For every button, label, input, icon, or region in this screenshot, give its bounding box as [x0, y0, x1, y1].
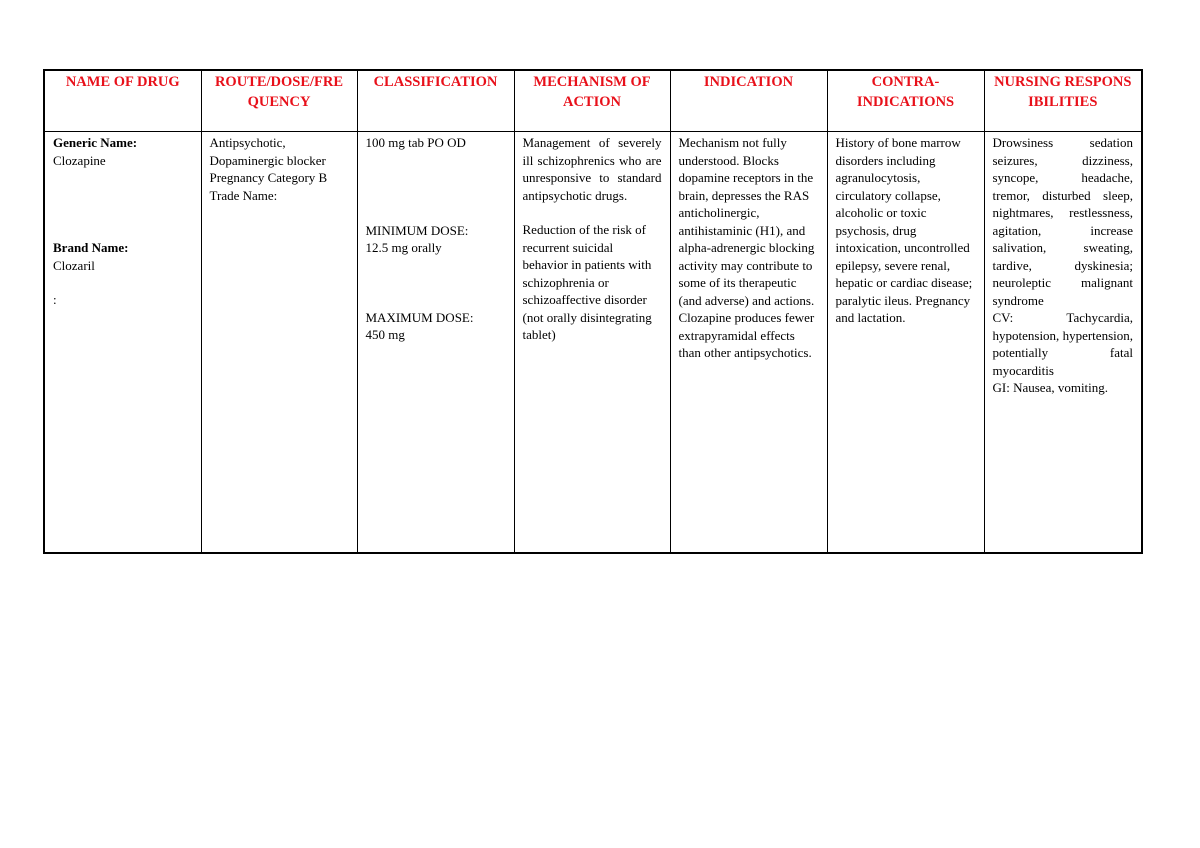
- header-classification: CLASSIFICATION: [357, 70, 514, 132]
- header-nursing-responsibilities: NURSING RESPONSIBILITIES: [984, 70, 1142, 132]
- minimum-dose-label: MINIMUM DOSE:: [365, 222, 469, 238]
- cell-classification: [357, 132, 514, 554]
- generic-name-value: Clozapine: [53, 152, 106, 168]
- cell-mechanism-of-action: [514, 132, 670, 554]
- nursing-gi-text: GI: Nausea, vomiting.: [992, 380, 1109, 395]
- nursing-effects-text: Drowsiness sedation seizures, dizziness, syncope, headache, tremor, disturbed sleep, nightmares, restlessness, agitation, increase salivation, sweating, tardive, dyskinesia; neuroleptic malignant syndrome: [992, 135, 1133, 308]
- brand-name-value: Clozaril: [53, 257, 95, 273]
- header-contraindications: CONTRA-INDICATIONS: [827, 70, 984, 132]
- maximum-dose-label: MAXIMUM DOSE:: [365, 309, 474, 325]
- header-route-dose-frequency: ROUTE/DOSE/FREQUENCY: [201, 70, 357, 132]
- route-line-1: Antipsychotic,: [209, 135, 286, 150]
- cell-nursing-responsibilities: [984, 132, 1142, 554]
- indication-text: Mechanism not fully understood. Blocks dopamine receptors in the brain, depresses the RAS anticholinergic, antihistaminic (H1), and alpha-adrenergic blocking activity may contribute to some of its therapeutic (and adverse) and actions. Clozapine produces fewer extrapyramidal effects than other antipsychotics.: [678, 135, 815, 360]
- generic-name-label: Generic Name:: [53, 135, 138, 150]
- header-name-of-drug: NAME OF DRUG: [44, 70, 201, 132]
- header-row: [44, 70, 1142, 132]
- cell-contraindications: [827, 132, 984, 554]
- cell-route-dose-frequency: [201, 132, 357, 554]
- route-line-2: Dopaminergic blocker: [209, 152, 326, 168]
- minimum-dose-value: 12.5 mg orally: [365, 240, 442, 255]
- header-indication: INDICATION: [670, 70, 827, 132]
- mechanism-paragraph-1: Management of severely ill schizophrenics who are unresponsive to standard antipsychotic drugs.: [522, 135, 662, 203]
- drug-study-table: [43, 69, 1143, 554]
- brand-name-label: Brand Name:: [53, 240, 129, 255]
- dose-text: 100 mg tab PO OD: [365, 135, 466, 150]
- header-mechanism-of-action: MECHANISM OF ACTION: [514, 70, 670, 132]
- route-line-3: Pregnancy Category B: [209, 170, 328, 185]
- nursing-cv-text: CV: Tachycardia, hypotension, hypertension, potentially fatal myocarditis: [992, 310, 1133, 378]
- trailing-colon: :: [53, 292, 57, 307]
- route-line-4: Trade Name:: [209, 187, 278, 203]
- mechanism-paragraph-2: Reduction of the risk of recurrent suicidal behavior in patients with schizophrenia or schizoaffective disorder (not orally disintegrating tablet): [522, 222, 652, 342]
- maximum-dose-value: 450 mg: [365, 327, 405, 342]
- drug-row: [44, 132, 1142, 554]
- cell-name-of-drug: [44, 132, 201, 554]
- cell-indication: [670, 132, 827, 554]
- contraindications-text: History of bone marrow disorders including agranulocytosis, circulatory collapse, alcoholic or toxic psychosis, drug intoxication, uncontrolled epilepsy, severe renal, hepatic or cardiac disease; paralytic ileus. Pregnancy and lactation.: [835, 135, 973, 325]
